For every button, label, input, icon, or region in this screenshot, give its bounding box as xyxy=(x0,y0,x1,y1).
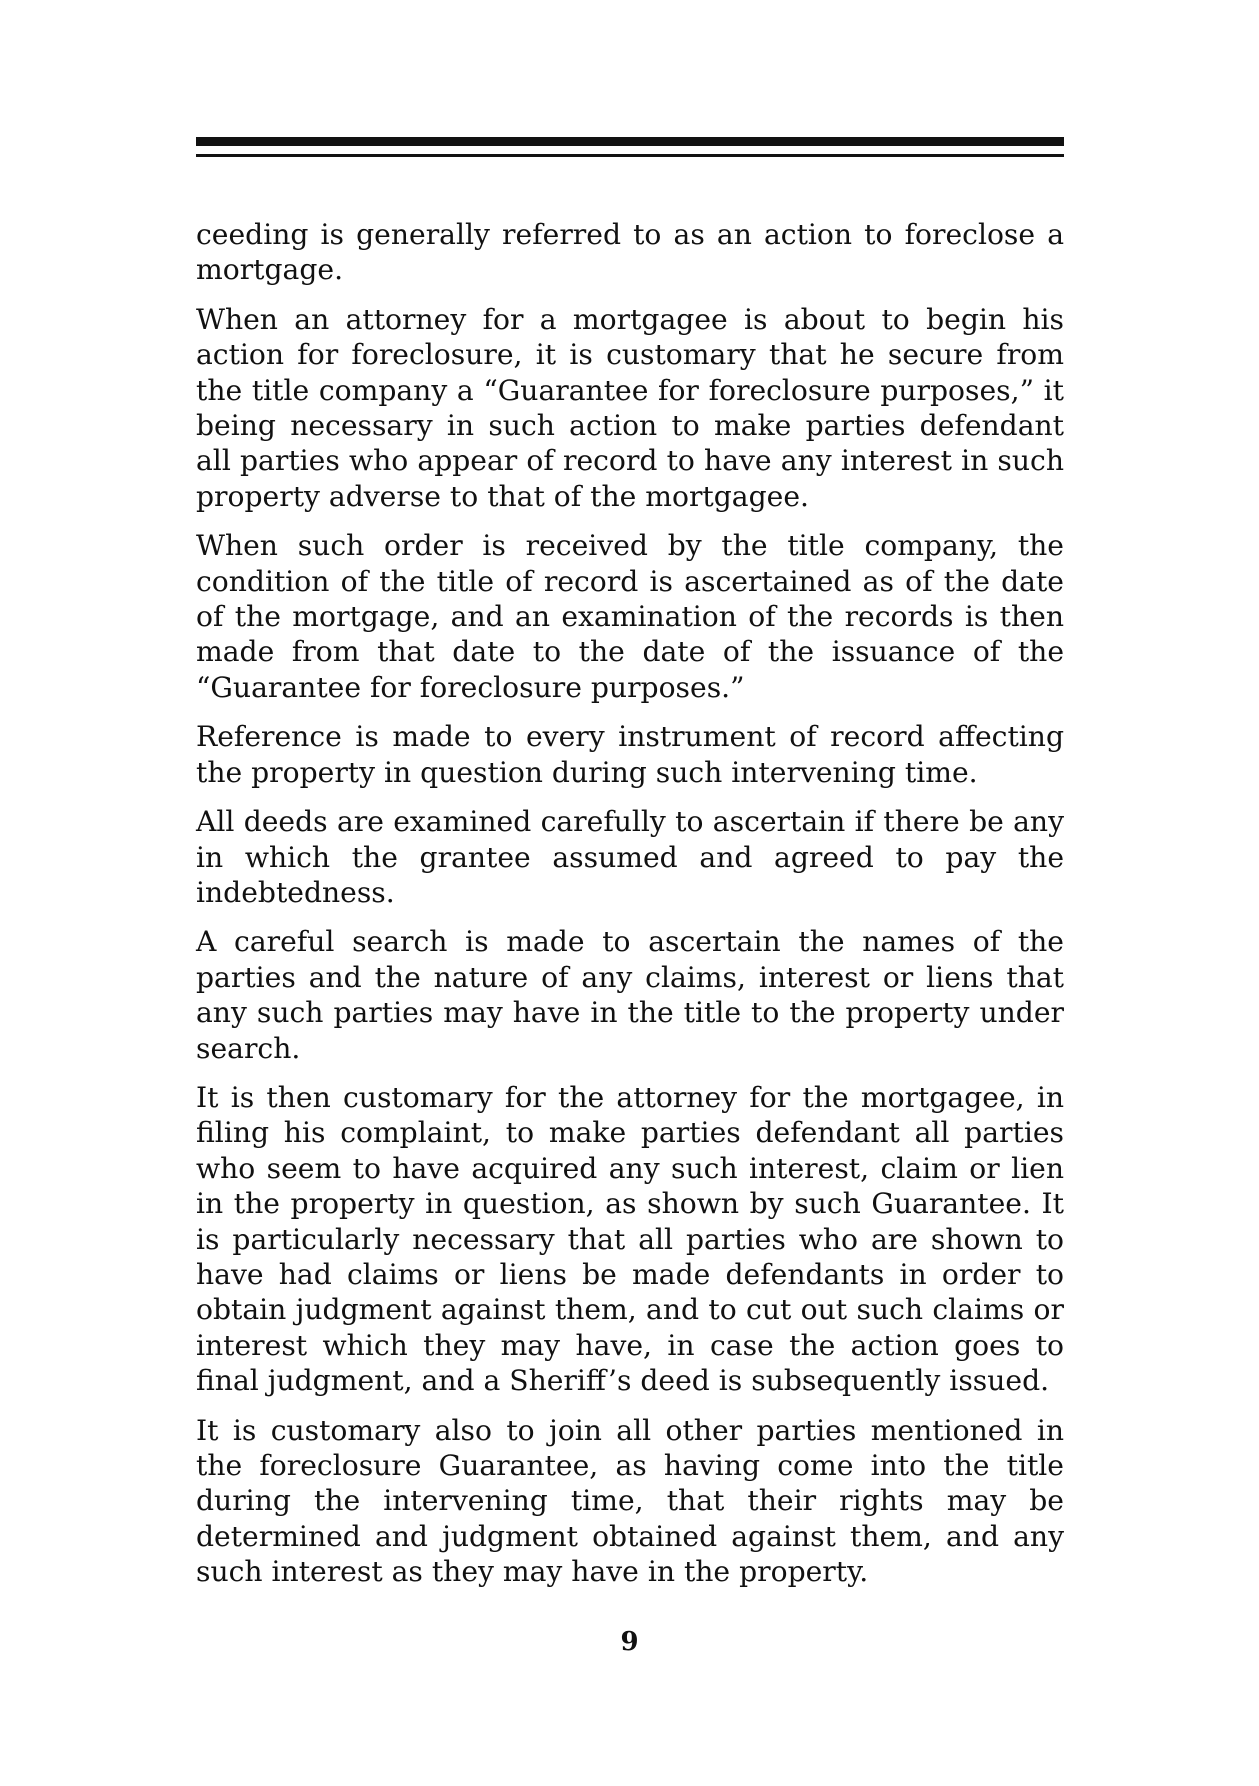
paragraph-3: When such order is received by the title company, the condition of the title of record is ascertained as of the date of the mortgage, and an examination of the records is then made from that date to the date of the issuance of the “Guarantee for foreclosure purposes.” xyxy=(196,529,1064,704)
paragraph-2: When an attorney for a mortgagee is about to begin his action for foreclosure, it is customary that he secure from the title company a “Guarantee for foreclosure purposes,” it being necessary in such action to make parties defendant all parties who appear of record to have any interest in such property adverse to that of the mortgagee. xyxy=(196,302,1064,513)
header-rule-thin xyxy=(196,154,1064,157)
header-rule-thick xyxy=(196,137,1064,146)
paragraph-6: A careful search is made to ascertain the names of the parties and the nature of any claims, interest or liens that any such parties may have in the title to the property under search. xyxy=(196,925,1064,1065)
paragraph-8: It is customary also to join all other parties mentioned in the foreclosure Guarantee, as having come into the title during the intervening time, that their rights may be determined and judgment obtained against them, and any such interest as they may have in the property. xyxy=(196,1413,1064,1589)
paragraph-5: All deeds are examined carefully to ascertain if there be any in which the grantee assumed and agreed to pay the indebtedness. xyxy=(196,805,1064,909)
page-number: 9 xyxy=(620,1627,639,1657)
body-text xyxy=(196,217,1064,1604)
paragraph-7: It is then customary for the attorney for the mortgagee, in filing his complaint, to make parties defendant all parties who seem to have acquired any such interest, claim or lien in the property in question, as shown by such Guarantee. It is particularly necessary that all parties who are shown to have had claims or liens be made defendants in order to obtain judgment against them, and to cut out such claims or interest which they may have, in case the action goes to final judgment, and a Sheriff’s deed is subsequently issued. xyxy=(196,1080,1064,1398)
paragraph-1: ceeding is generally referred to as an action to foreclose a mortgage. xyxy=(196,218,1064,287)
paragraph-4: Reference is made to every instrument of record affecting the property in question during such intervening time. xyxy=(196,720,1064,789)
